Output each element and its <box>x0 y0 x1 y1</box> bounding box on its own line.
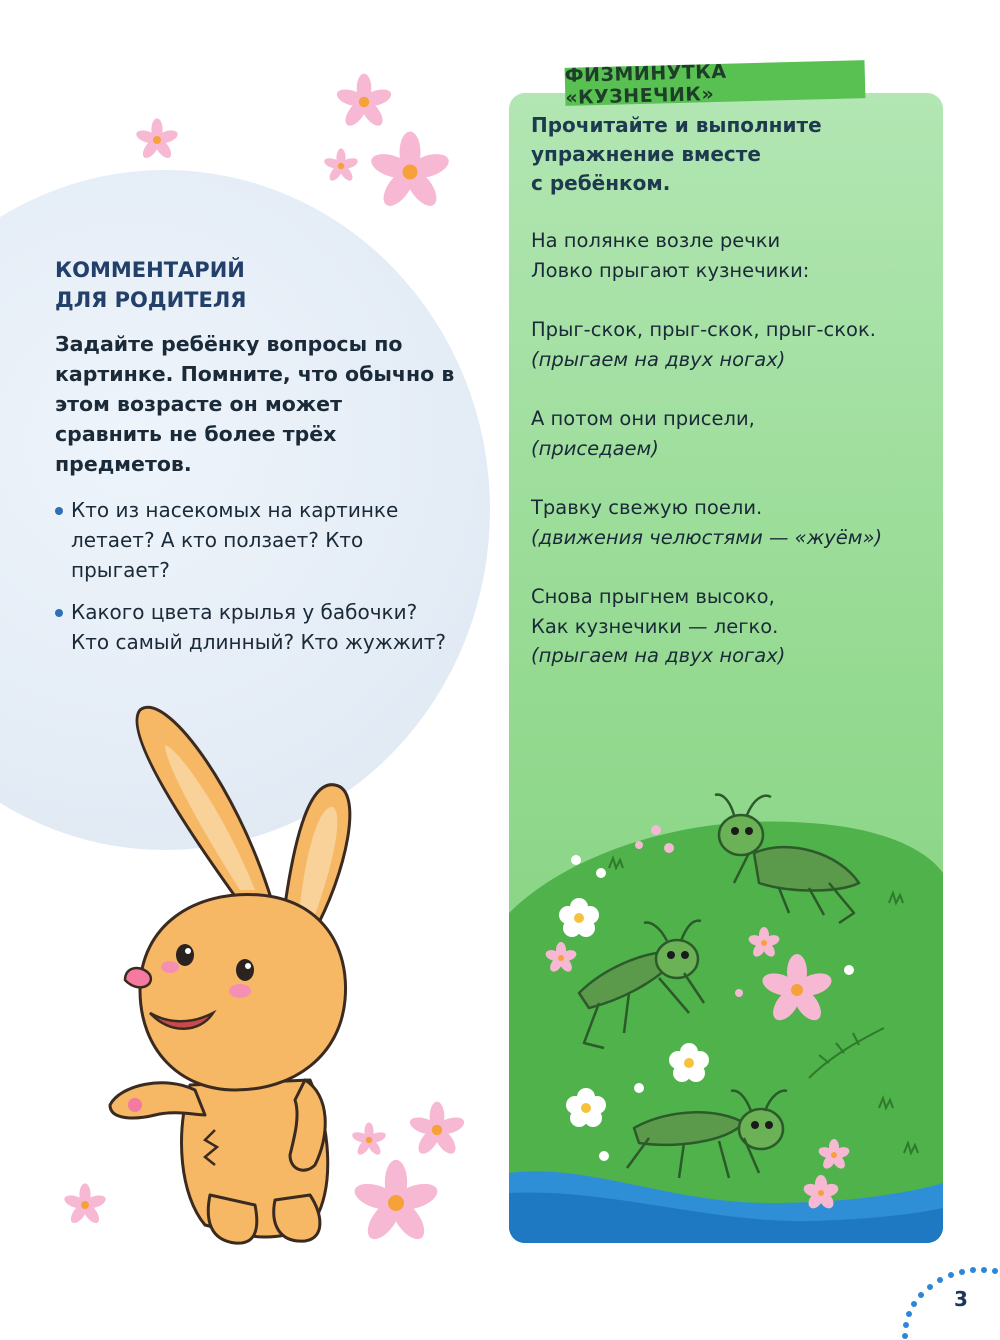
poem-action: (приседаем) <box>531 436 659 460</box>
question-item: Кто из насекомых на картинке летает? А кто ползает? Кто прыгает? <box>55 495 455 585</box>
poem-line: Снова прыгнем высоко, <box>531 585 775 608</box>
poem-stanza <box>531 226 931 285</box>
poem-stanza <box>531 493 931 552</box>
exercise-text <box>531 111 931 701</box>
comment-title: КОММЕНТАРИЙ ДЛЯ РОДИТЕЛЯ <box>55 258 247 312</box>
exercise-badge <box>564 60 866 109</box>
exercise-badge-title: ФИЗМИНУТКА «КУЗНЕЧИК» <box>564 60 727 109</box>
poem-action: (прыгаем на двух ногах) <box>531 347 786 371</box>
poem-line: Прыг-скок, прыг-скок, прыг-скок. <box>531 318 876 341</box>
poem-action: (движения челюстями — «жуём») <box>531 525 883 549</box>
poem-stanza <box>531 404 931 463</box>
parent-comment <box>55 255 455 669</box>
poem-line: На полянке возле речки <box>531 229 781 252</box>
rabbit-illustration <box>95 695 435 1255</box>
exercise-instruction: Прочитайте и выполните упражнение вместе с ребёнком. <box>531 113 822 195</box>
poem-line: Как кузнечики — легко. <box>531 614 779 638</box>
flower-icon <box>135 118 180 160</box>
question-list <box>55 495 455 657</box>
poem-line: А потом они присели, <box>531 407 755 430</box>
poem-stanza <box>531 582 931 671</box>
poem-action: (прыгаем на двух ногах) <box>531 644 786 667</box>
flower-icon <box>368 132 452 211</box>
dotted-arc-decoration <box>902 1267 998 1339</box>
exercise-panel <box>509 93 943 1243</box>
question-item: Какого цвета крылья у бабочки? Кто самый длинный? Кто жужжит? <box>55 597 455 657</box>
flower-icon <box>335 74 393 130</box>
poem-stanza <box>531 315 931 374</box>
comment-lead-text: Задайте ребёнку вопросы по картинке. Помните, что обычно в этом возрасте он может сравнить не более трёх предметов. <box>55 332 455 476</box>
page-number: 3 <box>954 1287 968 1311</box>
flower-icon <box>323 148 359 182</box>
poem-line: Травку свежую поели. <box>531 496 763 519</box>
poem-line: Ловко прыгают кузнечики: <box>531 258 810 282</box>
